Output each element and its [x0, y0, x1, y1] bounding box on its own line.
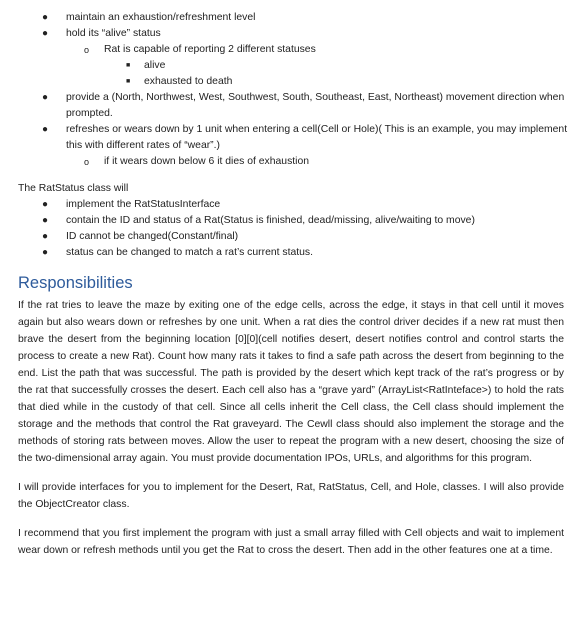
list-item: ● implement the RatStatusInterface	[18, 197, 574, 213]
list-item: o if it wears down below 6 it dies of exhaustion	[18, 154, 574, 170]
bullet-circle-icon: o	[84, 45, 90, 55]
list-item: ● status can be changed to match a rat’s current status.	[18, 245, 574, 261]
spacer	[18, 170, 574, 181]
list-item: ● ID cannot be changed(Constant/final)	[18, 229, 574, 245]
list-item: ● contain the ID and status of a Rat(Status is finished, dead/missing, alive/waiting to move)	[18, 213, 574, 229]
bullet-dot-icon: ●	[41, 28, 49, 39]
list-item: ■ alive	[18, 58, 574, 74]
rat-requirements-list	[18, 10, 574, 170]
spacer	[18, 467, 574, 479]
bullet-dot-icon: ●	[41, 247, 49, 258]
responsibilities-paragraph: If the rat tries to leave the maze by exiting one of the edge cells, across the edge, it stays in that cell until it moves again but also wears down or refreshes by one unit. When a rat dies the control driver decides if a new rat must then brave the desert from the beginning location [0][0](cell notifies desert, desert notifies control and control starts the process to create a new Rat). Count how many rats it takes to find a safe path across the desert from beginning to the end. List the path that was successful. The path is provided by the desert which kept track of the rat’s progress or by the rat that successfully crosses the desert. Each cell also has a “grave yard” (ArrayList<RatInteface>) to hold the rats that died while in the custody of that cell. Since all cells inherit the Cell class, the Cell class should implement the storage and the methods that control the Rat graveyard. The Cewll class should also implement the storage and the methods of storing rats between moves. Allow the user to repeat the program with a new desert, choosing the size of the two-dimensional array again. You must provide documentation IPOs, URLs, and algorithms for this program.	[18, 300, 564, 464]
list-item: ■ exhausted to death	[18, 74, 574, 90]
list-item: o Rat is capable of reporting 2 different statuses	[18, 42, 574, 58]
list-item: ● maintain an exhaustion/refreshment level	[18, 10, 574, 26]
bullet-dot-icon: ●	[41, 92, 49, 103]
ratstatus-intro: The RatStatus class will	[18, 183, 129, 194]
recommendation-paragraph: I recommend that you first implement the program with just a small array filled with Cell objects and wait to implement wear down or refresh methods until you get the Rat to cross the desert. Then add in the other features one at a time.	[18, 528, 564, 556]
bullet-square-icon: ■	[126, 78, 131, 85]
spacer	[18, 513, 574, 525]
list-item: ● provide a (North, Northwest, West, Southwest, South, Southeast, East, Northeast) movement direction when prompted.	[18, 90, 574, 122]
section-heading: Responsibilities	[18, 274, 133, 292]
bullet-dot-icon: ●	[41, 199, 49, 210]
bullet-dot-icon: ●	[41, 12, 49, 23]
bullet-square-icon: ■	[126, 62, 131, 69]
bullet-dot-icon: ●	[41, 215, 49, 226]
interfaces-paragraph: I will provide interfaces for you to implement for the Desert, Rat, RatStatus, Cell, and Hole, classes. I will also provide the ObjectCreator class.	[18, 482, 564, 510]
bullet-circle-icon: o	[84, 157, 90, 167]
list-item: ● refreshes or wears down by 1 unit when entering a cell(Cell or Hole)( This is an example, you may implement this with different rates of “wear”.)	[18, 122, 574, 154]
bullet-dot-icon: ●	[41, 124, 49, 135]
bullet-dot-icon: ●	[41, 231, 49, 242]
list-item: ● hold its “alive” status	[18, 26, 574, 42]
ratstatus-list	[18, 197, 574, 261]
